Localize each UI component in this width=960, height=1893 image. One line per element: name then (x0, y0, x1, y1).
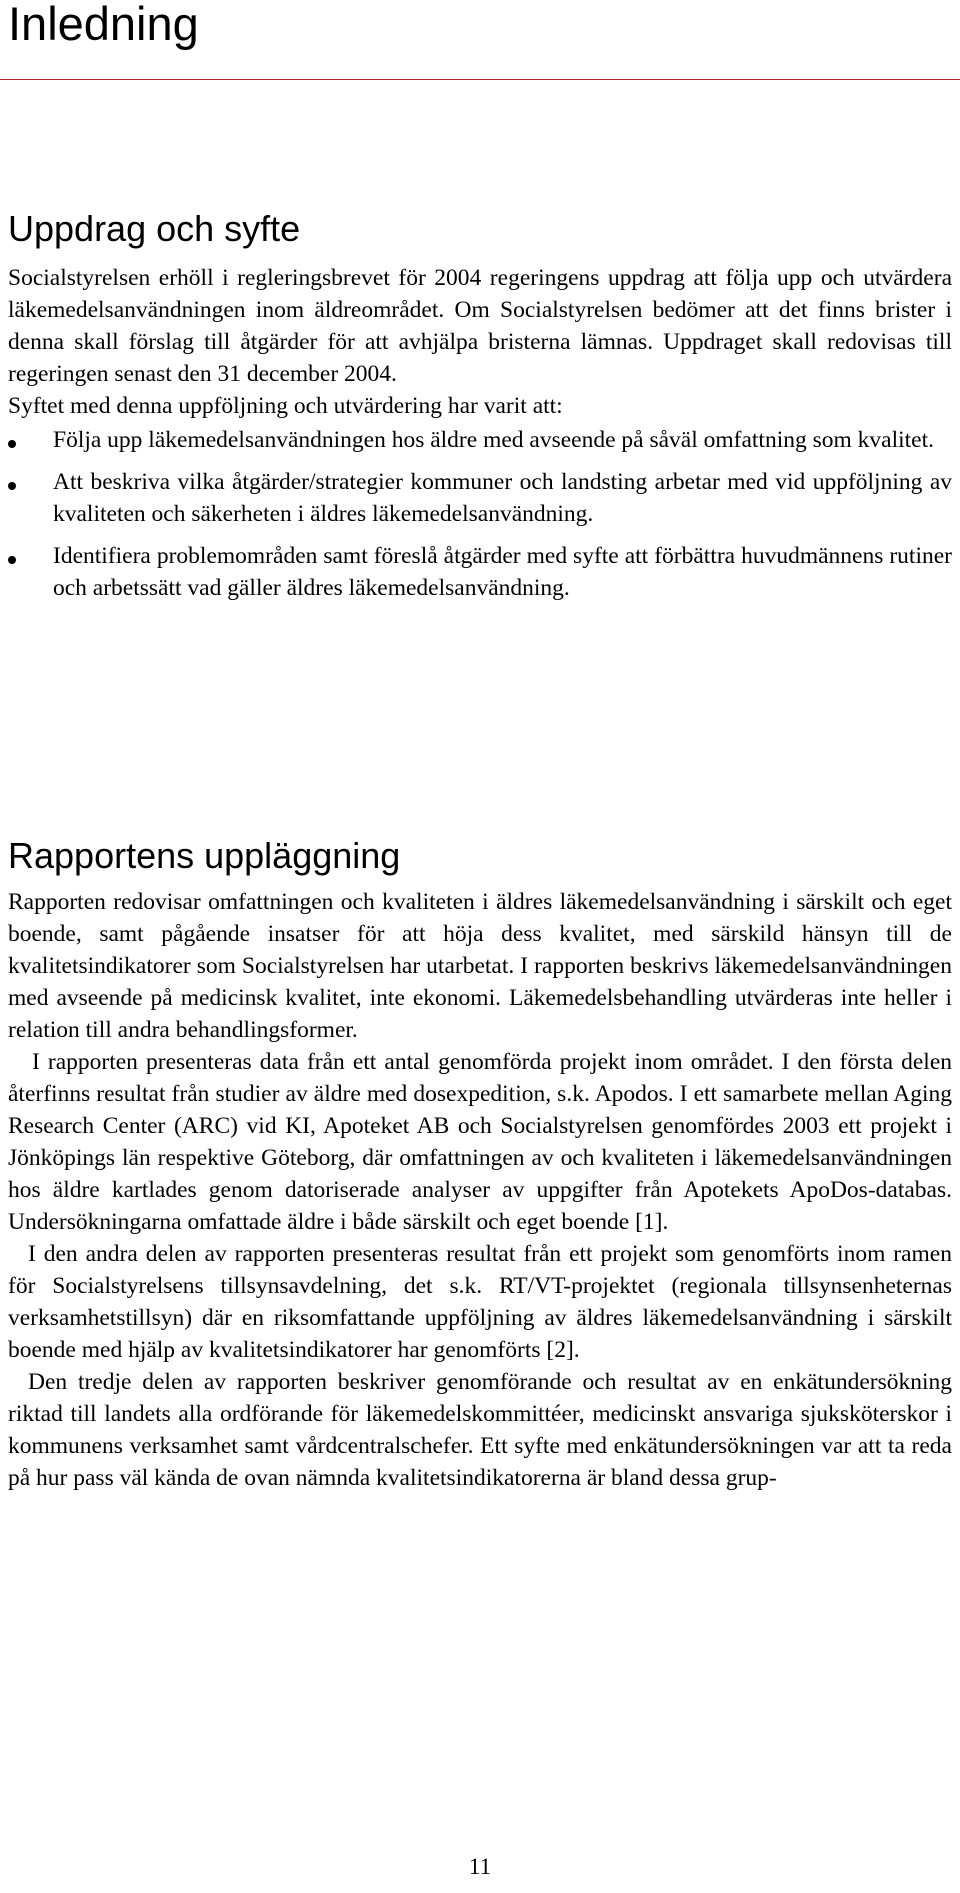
paragraph-tredje-delen: Den tredje delen av rapporten beskriver genomförande och resultat av en enkätundersökning riktad till landets alla ordförande för läkemedelskommittéer, medicinskt ansvariga sjuksköterskor i kommunens verksamhet samt vårdcentralschefer. Ett syfte med enkätundersökningen var att ta reda på hur pass väl kända de ovan nämnda kvalitetsindikatorerna är bland dessa grup- (8, 1369, 952, 1491)
paragraph-projekt: I rapporten presenteras data från ett antal genomförda projekt inom området. I den första delen återfinns resultat från studier av äldre med dosexpedition, s.k. Apodos. I ett samarbete mellan Aging Research Center (ARC) vid KI, Apoteket AB och Socialstyrelsen genomfördes 2003 ett projekt i Jönköpings län respektive Göteborg, där omfattningen av och kvaliteten i läkemedelsanvändningen hos äldre kartlades genom datoriserade analyser av uppgifter från Apotekets ApoDos-databas. Undersökningarna omfattade äldre i både särskilt och eget boende [1]. (8, 1049, 952, 1235)
chapter-title: Inledning (8, 0, 199, 50)
section-body-rapportens (8, 886, 952, 1494)
bullet-text: Identifiera problemområden samt föreslå åtgärder med syfte att förbättra huvudmännens rutiner och arbetssätt vad gäller äldres läkemedelsanvändning. (53, 543, 952, 601)
paragraph-syfte: Syftet med denna uppföljning och utvärdering har varit att: (8, 393, 563, 419)
paragraph-rapporten-intro: Rapporten redovisar omfattningen och kvaliteten i äldres läkemedelsanvändning i särskilt och eget boende, samt pågående insatser för att höja dess kvalitet, med särskild hänsyn till de kvalitetsindikatorer som Socialstyrelsen har utarbetat. I rapporten beskrivs läkemedelsanvändningen med avseende på medicinsk kvalitet, inte ekonomi. Läkemedelsbehandling utvärderas inte heller i relation till andra behandlingsformer. (8, 889, 952, 1043)
bullet-item (8, 424, 952, 456)
section-heading-uppdrag: Uppdrag och syfte (8, 208, 301, 249)
chapter-title-rule (0, 79, 960, 80)
page-number: 11 (468, 1854, 492, 1879)
bullet-dot-icon (8, 556, 16, 564)
bullet-dot-icon (8, 440, 16, 448)
bullet-text: Att beskriva vilka åtgärder/strategier kommuner och landsting arbetar med vid uppföljning av kvaliteten och säkerheten i äldres läkemedelsanvändning. (53, 469, 952, 527)
bullet-item (8, 466, 952, 530)
section-body-uppdrag (8, 262, 952, 614)
paragraph-uppdrag-intro: Socialstyrelsen erhöll i regleringsbrevet för 2004 regeringens uppdrag att följa upp och utvärdera läkemedelsanvändningen inom äldreområdet. Om Socialstyrelsen bedömer att det finns brister i denna skall förslag till åtgärder för att avhjälpa bristerna lämnas. Uppdraget skall redovisas till regeringen senast den 31 december 2004. (8, 265, 952, 387)
bullet-dot-icon (8, 482, 16, 490)
paragraph-andra-delen: I den andra delen av rapporten presenteras resultat från ett projekt som genomförts inom ramen för Socialstyrelsens tillsynsavdelning, det s.k. RT/VT-projektet (regionala tillsynsenheternas verksamhetstillsyn) där en riksomfattande uppföljning av äldres läkemedelsanvändning i särskilt boende med hjälp av kvalitetsindikatorer har genomförts [2]. (8, 1241, 952, 1363)
syfte-bullet-list (8, 424, 952, 604)
section-heading-rapportens: Rapportens uppläggning (8, 835, 401, 876)
bullet-text: Följa upp läkemedelsanvändningen hos äldre med avseende på såväl omfattning som kvalitet. (53, 427, 935, 453)
bullet-item (8, 540, 952, 604)
